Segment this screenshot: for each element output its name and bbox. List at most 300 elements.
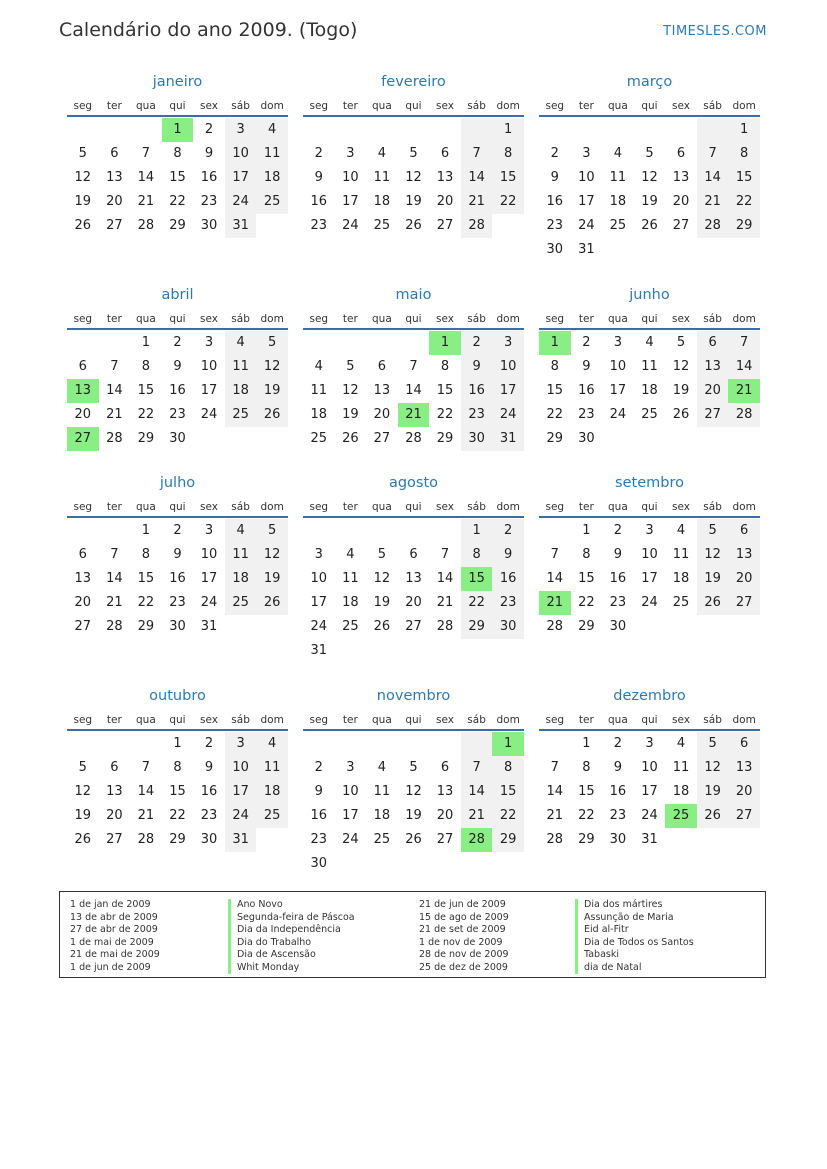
day-cell: 4	[256, 732, 288, 756]
day-cell: 22	[436, 407, 454, 422]
day-cell: 25	[342, 619, 359, 634]
day-cell: 5	[676, 335, 686, 350]
weekday-label: sáb	[231, 100, 250, 112]
weekday-label: dom	[260, 501, 284, 513]
month-7	[303, 473, 524, 663]
day-cell: 23	[609, 595, 627, 610]
day-cell: 4	[225, 519, 257, 543]
day-cell: 20	[436, 194, 454, 209]
day-cell: 2	[204, 736, 214, 751]
day-cell: 6	[440, 146, 450, 161]
day-cell: 1	[492, 118, 524, 142]
day-cell: 12	[256, 355, 288, 379]
day-cell: 10	[578, 170, 595, 185]
day-cell: 16	[609, 571, 627, 586]
day-cell: 27	[672, 218, 690, 233]
day-cell: 16	[200, 170, 218, 185]
weekday-header	[303, 498, 524, 518]
day-cell: 8	[582, 547, 591, 562]
day-cell: 7	[440, 547, 450, 562]
day-cell: 10	[310, 571, 328, 586]
day-cell: 12	[74, 784, 92, 799]
day-cell: 21	[697, 190, 729, 214]
weekday-label: dom	[260, 313, 284, 325]
day-cell: 28	[106, 619, 123, 634]
week-row	[303, 379, 524, 403]
day-cell: 11	[672, 760, 690, 775]
week-row	[67, 567, 288, 591]
day-cell: 17	[342, 194, 359, 209]
weekday-label: sex	[436, 714, 455, 726]
day-cell: 25	[373, 832, 391, 847]
day-cell: 9	[173, 359, 182, 374]
holiday-name: Ano Novo	[228, 899, 355, 912]
holiday-date: 21 de jun de 2009	[419, 899, 506, 910]
day-cell: 10	[342, 170, 359, 185]
empty-cell	[130, 118, 162, 142]
day-cell: 12	[697, 756, 729, 780]
day-cell: 7	[141, 146, 151, 161]
week-row	[303, 355, 524, 379]
week-row	[303, 190, 524, 214]
day-cell: 15	[546, 383, 564, 398]
month-9	[67, 686, 288, 852]
day-cell: 23	[310, 832, 328, 847]
empty-cell	[256, 214, 288, 238]
day-cell: 22	[728, 190, 760, 214]
weekday-label: qua	[136, 100, 156, 112]
week-row	[539, 190, 760, 214]
weekday-label: seg	[545, 501, 565, 513]
empty-cell	[99, 118, 131, 142]
empty-cell	[335, 118, 367, 142]
week-row	[67, 615, 288, 639]
day-cell: 26	[641, 218, 658, 233]
day-cell: 6	[728, 519, 760, 543]
day-cell: 25	[665, 804, 697, 828]
day-cell: 15	[436, 383, 454, 398]
day-cell: 28	[461, 828, 493, 852]
day-cell: 22	[169, 808, 186, 823]
day-cell: 11	[310, 383, 328, 398]
day-cell: 4	[256, 118, 288, 142]
weekday-label: qui	[641, 501, 658, 513]
legend-dates-right	[419, 899, 509, 974]
day-cell: 30	[578, 431, 595, 446]
holiday-date: 1 de jun de 2009	[70, 961, 151, 973]
day-cell: 6	[676, 146, 686, 161]
weekday-label: sex	[672, 501, 691, 513]
weekday-label: qua	[608, 501, 628, 513]
day-cell: 9	[461, 355, 493, 379]
day-cell: 2	[613, 523, 623, 538]
day-cell: 23	[200, 808, 218, 823]
week-row	[303, 427, 524, 451]
weekday-label: seg	[73, 100, 93, 112]
day-cell: 8	[492, 756, 524, 780]
week-row	[67, 804, 288, 828]
day-cell: 31	[225, 828, 257, 852]
holiday-name: Dia de Ascensão	[228, 949, 355, 962]
day-cell: 28	[546, 832, 564, 847]
day-cell: 20	[74, 595, 92, 610]
day-cell: 8	[141, 359, 151, 374]
day-cell: 20	[436, 808, 454, 823]
weekday-label: qui	[169, 501, 186, 513]
weekday-label: sex	[200, 714, 219, 726]
day-cell: 10	[200, 547, 218, 562]
weekday-label: qua	[608, 714, 628, 726]
holiday-date: 21 de mai de 2009	[70, 949, 160, 960]
day-cell: 29	[137, 431, 155, 446]
week-row	[67, 118, 288, 142]
day-cell: 21	[728, 379, 760, 403]
holiday-date: 1 de mai de 2009	[70, 936, 154, 948]
day-cell: 17	[225, 780, 257, 804]
day-cell: 4	[314, 359, 323, 374]
day-cell: 30	[492, 615, 524, 639]
day-cell: 26	[697, 591, 729, 615]
day-cell: 9	[613, 760, 623, 775]
weekday-label: sex	[200, 100, 219, 112]
empty-cell	[602, 118, 634, 142]
day-cell: 5	[256, 519, 288, 543]
weekday-label: qui	[405, 313, 422, 325]
day-cell: 11	[256, 756, 288, 780]
day-cell: 27	[436, 218, 454, 233]
empty-cell	[665, 427, 697, 451]
weekday-label: qua	[372, 313, 392, 325]
week-row	[303, 780, 524, 804]
day-cell: 4	[377, 146, 387, 161]
weekday-label: sex	[436, 313, 455, 325]
day-cell: 26	[373, 619, 391, 634]
empty-cell	[539, 118, 571, 142]
day-cell: 22	[492, 190, 524, 214]
week-row	[539, 427, 760, 451]
empty-cell	[539, 732, 571, 756]
day-cell: 13	[436, 170, 454, 185]
day-cell: 7	[550, 547, 559, 562]
weekday-label: qui	[169, 100, 186, 112]
weekday-label: sáb	[467, 313, 486, 325]
day-cell: 12	[672, 359, 690, 374]
empty-cell	[303, 732, 335, 756]
week-row	[67, 331, 288, 355]
day-cell: 27	[373, 431, 391, 446]
holiday-date: 27 de abr de 2009	[70, 924, 158, 935]
day-cell: 15	[492, 166, 524, 190]
day-cell: 5	[697, 732, 729, 756]
day-cell: 9	[550, 170, 559, 185]
day-cell: 6	[440, 760, 450, 775]
day-cell: 4	[645, 335, 654, 350]
month-name: setembro	[615, 475, 684, 491]
month-name: agosto	[388, 475, 439, 491]
month-name: junho	[629, 287, 670, 303]
holiday-name: Whit Monday	[228, 962, 355, 975]
weekday-header	[67, 711, 288, 731]
empty-cell	[539, 519, 571, 543]
weekday-label: dom	[732, 501, 756, 513]
day-cell: 6	[377, 359, 387, 374]
holiday-date: 1 de jan de 2009	[70, 899, 151, 910]
day-cell: 20	[728, 567, 760, 591]
day-cell: 20	[697, 379, 729, 403]
day-cell: 24	[342, 218, 359, 233]
day-cell: 19	[697, 780, 729, 804]
weekday-label: seg	[309, 501, 329, 513]
week-row	[539, 331, 760, 355]
weekday-label: sáb	[703, 313, 722, 325]
empty-cell	[303, 118, 335, 142]
week-row	[67, 427, 288, 451]
weekday-label: seg	[309, 100, 329, 112]
week-row	[303, 118, 524, 142]
day-cell: 7	[550, 760, 559, 775]
day-cell: 24	[310, 619, 328, 634]
day-cell: 16	[310, 194, 328, 209]
week-row	[303, 142, 524, 166]
empty-cell	[398, 639, 430, 663]
day-cell: 30	[169, 431, 186, 446]
week-row	[67, 828, 288, 852]
day-cell: 14	[461, 166, 493, 190]
day-cell: 17	[641, 784, 658, 799]
weekday-label: qui	[641, 714, 658, 726]
empty-cell	[67, 732, 99, 756]
empty-cell	[492, 639, 524, 663]
day-cell: 27	[697, 403, 729, 427]
day-cell: 29	[578, 619, 595, 634]
day-cell: 22	[546, 407, 564, 422]
day-cell: 16	[310, 808, 328, 823]
day-cell: 13	[405, 571, 422, 586]
day-cell: 7	[461, 756, 493, 780]
week-row	[67, 756, 288, 780]
day-cell: 5	[409, 146, 418, 161]
empty-cell	[728, 828, 760, 852]
day-cell: 7	[110, 359, 119, 374]
day-cell: 1	[728, 118, 760, 142]
day-cell: 9	[613, 547, 623, 562]
day-cell: 8	[440, 359, 450, 374]
day-cell: 2	[461, 331, 493, 355]
week-row	[539, 732, 760, 756]
day-cell: 3	[314, 547, 323, 562]
month-name: julho	[159, 475, 196, 491]
day-cell: 5	[645, 146, 654, 161]
brand-link[interactable]: TIMESLES.COM	[663, 24, 767, 39]
day-cell: 18	[256, 166, 288, 190]
page-title: Calendário do ano 2009. (Togo)	[59, 19, 358, 41]
empty-cell	[697, 615, 729, 639]
day-cell: 28	[405, 431, 422, 446]
day-cell: 17	[641, 571, 658, 586]
day-cell: 18	[256, 780, 288, 804]
day-cell: 2	[173, 335, 182, 350]
day-cell: 3	[346, 760, 355, 775]
day-cell: 29	[728, 214, 760, 238]
day-cell: 18	[672, 784, 690, 799]
week-row	[539, 543, 760, 567]
day-cell: 6	[697, 331, 729, 355]
day-cell: 29	[578, 832, 595, 847]
day-cell: 24	[200, 407, 218, 422]
weekday-label: seg	[73, 714, 93, 726]
weekday-label: seg	[309, 313, 329, 325]
day-cell: 20	[728, 780, 760, 804]
empty-cell	[225, 615, 257, 639]
weekday-label: seg	[545, 100, 565, 112]
day-cell: 23	[461, 403, 493, 427]
day-cell: 3	[613, 335, 623, 350]
day-cell: 21	[461, 190, 493, 214]
empty-cell	[366, 519, 398, 543]
day-cell: 4	[377, 760, 387, 775]
day-cell: 14	[137, 170, 155, 185]
empty-cell	[366, 852, 398, 876]
month-name: maio	[395, 287, 432, 303]
week-row	[539, 615, 760, 639]
week-row	[303, 591, 524, 615]
day-cell: 20	[106, 808, 123, 823]
day-cell: 9	[204, 146, 214, 161]
week-row	[303, 166, 524, 190]
day-cell: 6	[110, 760, 119, 775]
weekday-label: ter	[342, 313, 358, 325]
week-row	[67, 214, 288, 238]
week-row	[67, 166, 288, 190]
month-10	[303, 686, 524, 876]
day-cell: 25	[225, 403, 257, 427]
day-cell: 25	[641, 407, 658, 422]
weekday-header	[539, 498, 760, 518]
day-cell: 20	[74, 407, 92, 422]
month-1	[303, 72, 524, 238]
day-cell: 14	[546, 784, 564, 799]
week-row	[67, 142, 288, 166]
empty-cell	[398, 331, 430, 355]
empty-cell	[366, 732, 398, 756]
weekday-label: ter	[342, 714, 358, 726]
day-cell: 18	[342, 595, 359, 610]
weekday-label: sáb	[231, 714, 250, 726]
day-cell: 5	[78, 146, 87, 161]
day-cell: 29	[461, 615, 493, 639]
day-cell: 13	[436, 784, 454, 799]
day-cell: 8	[173, 760, 182, 775]
month-name: março	[626, 74, 673, 90]
day-cell: 22	[169, 194, 186, 209]
weekday-header	[303, 711, 524, 731]
weekday-label: qui	[641, 100, 658, 112]
weekday-label: sex	[672, 313, 691, 325]
day-cell: 6	[78, 359, 87, 374]
day-cell: 29	[546, 431, 564, 446]
empty-cell	[634, 615, 666, 639]
week-row	[539, 238, 760, 262]
day-cell: 25	[672, 595, 690, 610]
day-cell: 5	[78, 760, 87, 775]
day-cell: 19	[373, 595, 391, 610]
day-cell: 10	[200, 359, 218, 374]
holiday-name: Dia do Trabalho	[228, 937, 355, 950]
weekday-label: qui	[169, 714, 186, 726]
week-row	[303, 615, 524, 639]
day-cell: 21	[106, 595, 123, 610]
empty-cell	[697, 828, 729, 852]
day-cell: 1	[162, 118, 194, 142]
day-cell: 19	[405, 194, 422, 209]
day-cell: 30	[200, 218, 218, 233]
day-cell: 15	[728, 166, 760, 190]
week-row	[539, 118, 760, 142]
day-cell: 19	[256, 567, 288, 591]
month-2	[539, 72, 760, 262]
day-cell: 1	[539, 331, 571, 355]
day-cell: 1	[582, 736, 591, 751]
day-cell: 10	[225, 142, 257, 166]
weekday-label: sáb	[467, 501, 486, 513]
day-cell: 9	[582, 359, 591, 374]
day-cell: 7	[461, 142, 493, 166]
day-cell: 8	[141, 547, 151, 562]
day-cell: 3	[645, 523, 654, 538]
holiday-name: Assunção de Maria	[575, 912, 694, 925]
empty-cell	[335, 639, 367, 663]
day-cell: 28	[728, 403, 760, 427]
weekday-header	[67, 97, 288, 117]
month-name: janeiro	[152, 74, 203, 90]
holiday-date: 28 de nov de 2009	[419, 949, 509, 960]
day-cell: 27	[106, 218, 123, 233]
day-cell: 14	[106, 383, 123, 398]
empty-cell	[665, 238, 697, 262]
day-cell: 19	[697, 567, 729, 591]
weekday-label: dom	[496, 714, 520, 726]
day-cell: 23	[200, 194, 218, 209]
month-name: abril	[161, 287, 194, 303]
legend-names-right	[575, 899, 694, 974]
weekday-label: qua	[372, 100, 392, 112]
empty-cell	[634, 238, 666, 262]
day-cell: 20	[405, 595, 422, 610]
day-cell: 2	[550, 146, 559, 161]
weekday-label: ter	[578, 100, 594, 112]
weekday-label: dom	[732, 313, 756, 325]
weekday-label: sex	[436, 501, 455, 513]
day-cell: 28	[137, 832, 155, 847]
day-cell: 13	[697, 355, 729, 379]
day-cell: 18	[225, 379, 257, 403]
day-cell: 18	[672, 571, 690, 586]
day-cell: 18	[609, 194, 627, 209]
day-cell: 19	[74, 194, 92, 209]
weekday-label: sáb	[703, 100, 722, 112]
day-cell: 24	[225, 190, 257, 214]
day-cell: 2	[204, 122, 214, 137]
day-cell: 12	[405, 170, 422, 185]
week-row	[539, 519, 760, 543]
weekday-header	[539, 310, 760, 330]
day-cell: 19	[256, 379, 288, 403]
day-cell: 25	[373, 218, 391, 233]
month-5	[539, 285, 760, 451]
empty-cell	[256, 427, 288, 451]
week-row	[539, 166, 760, 190]
day-cell: 15	[137, 383, 155, 398]
